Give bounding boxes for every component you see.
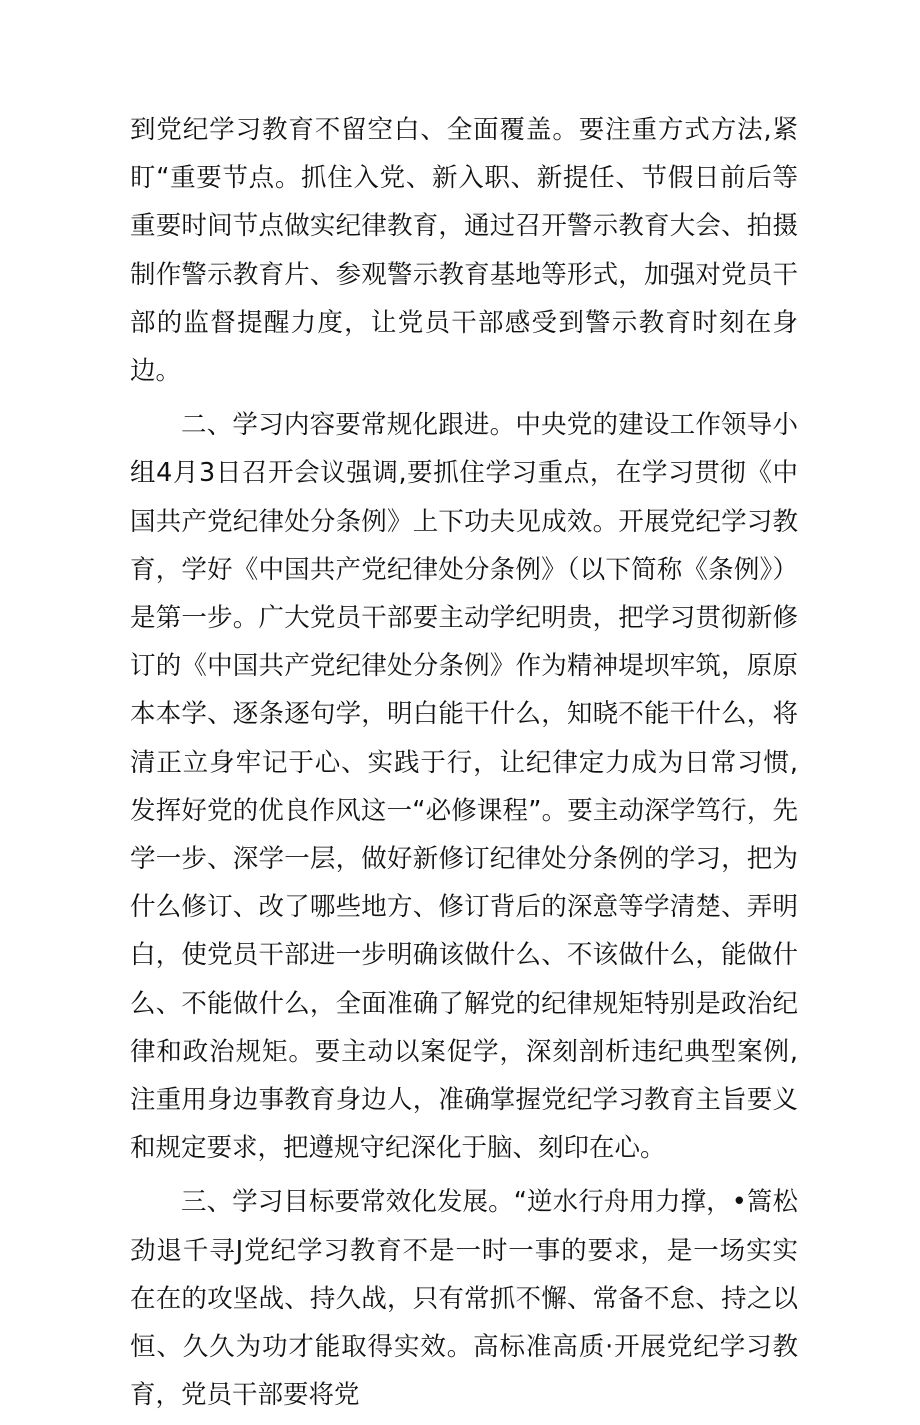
document-body — [130, 106, 798, 1425]
paragraph-continuation: 到党纪学习教育不留空白、全面覆盖。要注重方式方法,紧盯“重要节点。抓住入党、新入职、新提任、节假日前后等重要时间节点做实纪律教育，通过召开警示教育大会、拍摄制作警示教育片、参观警示教育基地等形式，加强对党员干部的监督提醒力度，让党员干部感受到警示教育时刻在身边。 — [130, 115, 798, 387]
paragraph-section-two: 二、学习内容要常规化跟进。中央党的建设工作领导小组4月3日召开会议强调,要抓住学习重点，在学习贯彻《中国共产党纪律处分条例》上下功夫见成效。开展党纪学习教育，学好《中国共产党纪律处分条例》（以下简称《条例》）是第一步。广大党员干部要主动学纪明贵，把学习贯彻新修订的《中国共产党纪律处分条例》作为精神堤坝牢筑，原原本本学、逐条逐句学，明白能干什么，知晓不能干什么，将清正立身牢记于心、实践于行，让纪律定力成为日常习惯,发挥好党的优良作风这一“必修课程”。要主动深学笃行，先学一步、深学一层，做好新修订纪律处分条例的学习，把为什么修订、改了哪些地方、修订背后的深意等学清楚、弄明白，使党员干部进一步明确该做什么、不该做什么，能做什么、不能做什么，全面准确了解党的纪律规矩特别是政治纪律和政治规矩。要主动以案促学，深刻剖析违纪典型案例,注重用身边事教育身边人，准确掌握党纪学习教育主旨要义和规定要求，把遵规守纪深化于脑、刻印在心。 — [130, 410, 798, 1164]
paragraph-section-three: 三、学习目标要常效化发展。“逆水行舟用力撑，•篙松劲退千寻J党纪学习教育不是一时一事的要求，是一场实实在在的攻坚战、持久战，只有常抓不懈、常备不怠、持之以恒、久久为功才能取得实效。高标准高质·开展党纪学习教育，党员干部要将党 — [130, 1187, 798, 1411]
